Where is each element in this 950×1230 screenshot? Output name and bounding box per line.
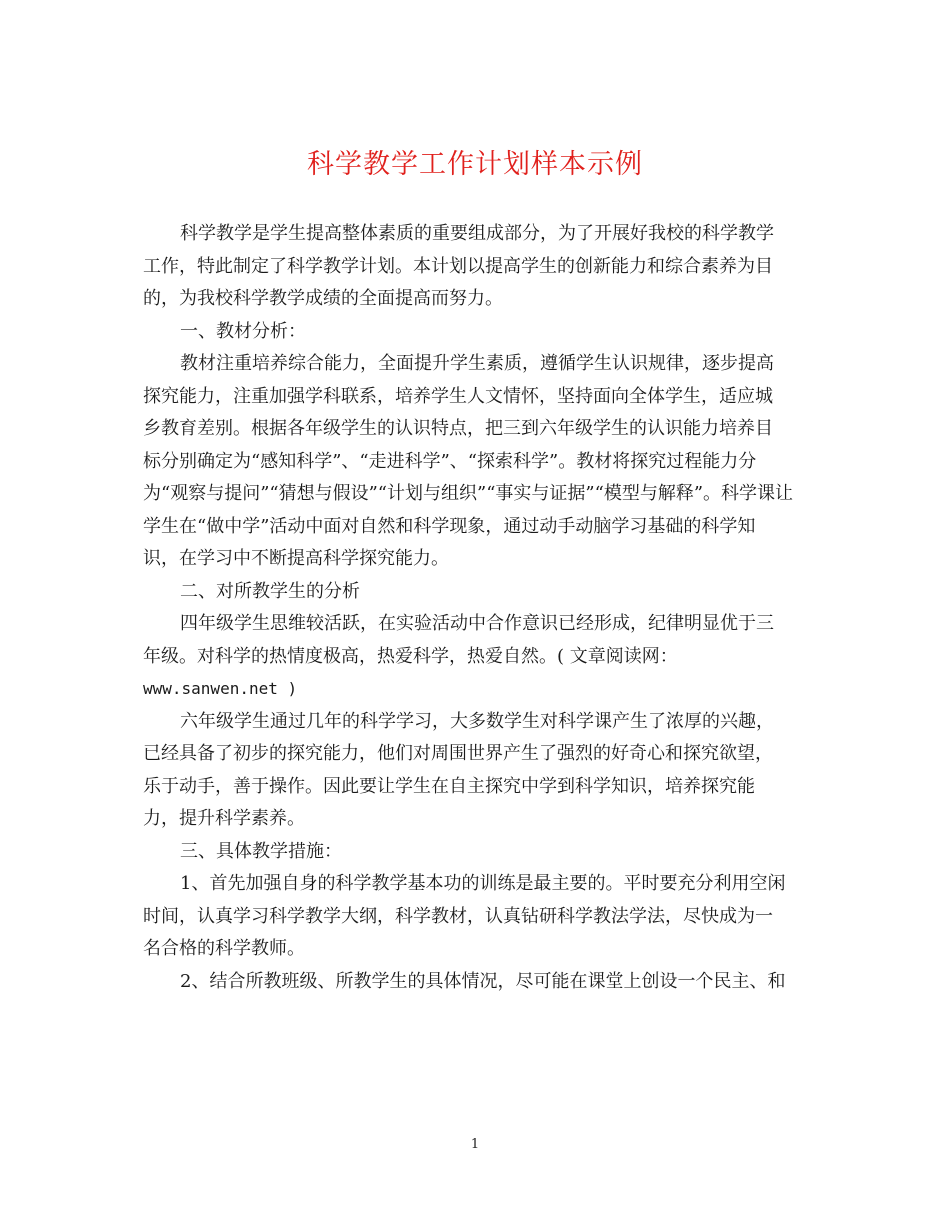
body-line: 学生在“做中学”活动中面对自然和科学现象，通过动手动脑学习基础的科学知: [143, 515, 756, 537]
document-title: 科学教学工作计划样本示例: [307, 149, 643, 180]
body-line: 乡教育差别。根据各年级学生的认识特点，把三到六年级学生的认识能力培养目: [143, 418, 773, 439]
body-line: 乐于动手，善于操作。因此要让学生在自主探究中学到科学知识，培养探究能: [143, 775, 755, 797]
body-line: 识，在学习中不断提高科学探究能力。: [143, 548, 449, 569]
body-line: 探究能力，注重加强学科联系，培养学生人文情怀，坚持面向全体学生，适应城: [143, 385, 773, 407]
body-line: 一、教材分析：: [180, 320, 306, 342]
body-line: 时间，认真学习科学教学大纲，科学教材，认真钻研科学教法学法，尽快成为一: [143, 905, 773, 927]
body-line: 二、对所教学生的分析: [180, 580, 360, 602]
body-line: 标分别确定为“感知科学”、“走进科学”、“探索科学”。教材将探究过程能力分: [143, 450, 757, 472]
body-line: 名合格的科学教师。: [143, 938, 305, 959]
body-line: 2、结合所教班级、所教学生的具体情况，尽可能在课堂上创设一个民主、和: [180, 970, 786, 992]
body-line: 年级。对科学的热情度极高，热爱科学，热爱自然。( 文章阅读网：: [143, 645, 678, 667]
document-body: [143, 218, 808, 998]
body-line: 六年级学生通过几年的科学学习，大多数学生对科学课产生了浓厚的兴趣，: [180, 710, 774, 732]
body-line: 为“观察与提问”“猜想与假设”“计划与组织”“事实与证据”“模型与解释”。科学课让: [143, 483, 794, 504]
page-number: 1: [470, 1137, 480, 1152]
body-line: 三、具体教学措施：: [180, 840, 342, 862]
body-line: 的，为我校科学教学成绩的全面提高而努力。: [143, 288, 503, 309]
body-line: 教材注重培养综合能力，全面提升学生素质，遵循学生认识规律，逐步提高: [180, 353, 774, 374]
body-line: 工作，特此制定了科学教学计划。本计划以提高学生的创新能力和综合素养为目: [143, 255, 773, 277]
body-line: 1、首先加强自身的科学教学基本功的训练是最主要的。平时要充分利用空闲: [180, 873, 786, 894]
body-line: 四年级学生思维较活跃，在实验活动中合作意识已经形成，纪律明显优于三: [180, 613, 774, 634]
body-line: 已经具备了初步的探究能力，他们对周围世界产生了强烈的好奇心和探究欲望，: [143, 743, 773, 764]
body-line: www.sanwen.net ): [143, 679, 298, 698]
body-line: 科学教学是学生提高整体素质的重要组成部分，为了开展好我校的科学教学: [180, 223, 774, 244]
body-line: 力，提升科学素养。: [143, 808, 305, 829]
